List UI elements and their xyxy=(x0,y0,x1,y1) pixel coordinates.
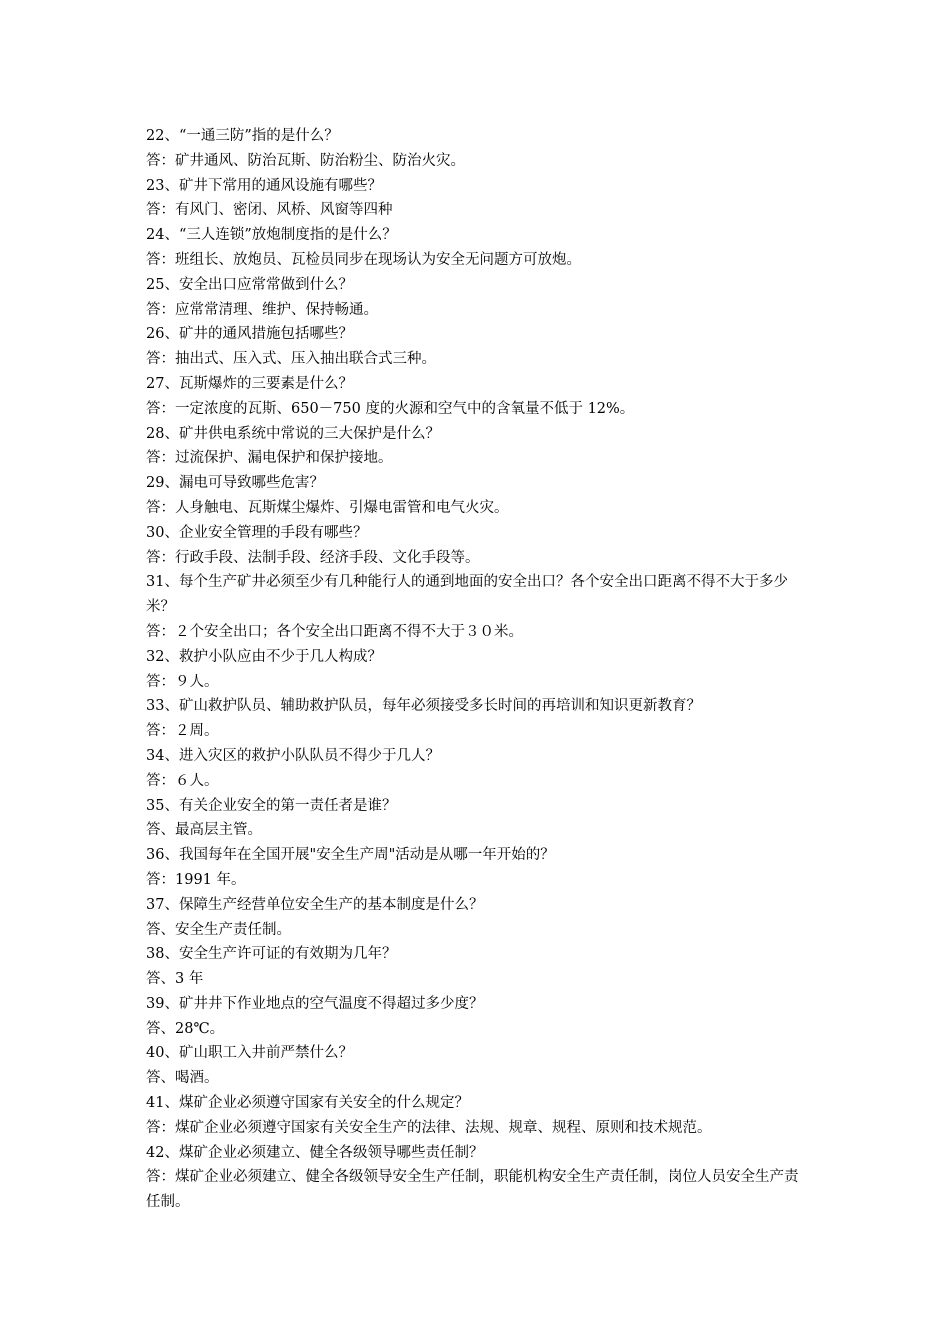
question-line: 34、进入灾区的救护小队队员不得少于几人？ xyxy=(146,747,440,764)
question-line: 27、瓦斯爆炸的三要素是什么？ xyxy=(146,375,353,392)
answer-line: 答：矿井通风、防治瓦斯、防治粉尘、防治火灾。 xyxy=(146,152,465,169)
answer-line: 答：６人。 xyxy=(146,772,219,789)
answer-line: 答：煤矿企业必须建立、健全各级领导安全生产任制，职能机构安全生产责任制，岗位人员安全生产责任制。 xyxy=(146,1169,799,1211)
question-line: 22、“一通三防”指的是什么？ xyxy=(146,128,339,144)
answer-line: 答：人身触电、瓦斯煤尘爆炸、引爆电雷管和电气火灾。 xyxy=(146,499,509,516)
question-line: 37、保障生产经营单位安全生产的基本制度是什么？ xyxy=(146,896,484,913)
question-line: 29、漏电可导致哪些危害？ xyxy=(146,475,324,492)
answer-line: 答：1991 年。 xyxy=(146,871,246,888)
answer-line: 答：行政手段、法制手段、经济手段、文化手段等。 xyxy=(146,549,480,566)
question-line: 28、矿井供电系统中常说的三大保护是什么？ xyxy=(146,425,440,442)
question-line: 38、安全生产许可证的有效期为几年？ xyxy=(146,946,397,963)
answer-line: 答：９人。 xyxy=(146,673,219,690)
answer-line: 答、安全生产责任制。 xyxy=(146,921,291,938)
answer-line: 答、28℃。 xyxy=(146,1020,225,1037)
answer-line: 答：２周。 xyxy=(146,723,219,740)
answer-line: 答、3 年 xyxy=(146,971,204,988)
answer-line: 答：抽出式、压入式、压入抽出联合式三种。 xyxy=(146,351,436,368)
answer-line: 答：一定浓度的瓦斯、650－750 度的火源和空气中的含氧量不低于 12%。 xyxy=(146,400,635,417)
question-line: 32、救护小队应由不少于几人构成？ xyxy=(146,648,382,665)
answer-line: 答：２个安全出口；各个安全出口距离不得不大于３０米。 xyxy=(146,623,523,640)
question-line: 35、有关企业安全的第一责任者是谁？ xyxy=(146,797,397,814)
question-line: 24、“三人连锁”放炮制度指的是什么？ xyxy=(146,227,397,244)
answer-line: 答：有风门、密闭、风桥、风窗等四种 xyxy=(146,202,393,219)
question-line: 39、矿井井下作业地点的空气温度不得超过多少度？ xyxy=(146,995,484,1012)
question-line: 33、矿山救护队员、辅助救护队员，每年必须接受多长时间的再培训和知识更新教育？ xyxy=(146,698,701,715)
question-line: 40、矿山职工入井前严禁什么？ xyxy=(146,1045,353,1062)
answer-line: 答：应常常清理、维护、保持畅通。 xyxy=(146,301,378,318)
question-line: 42、煤矿企业必须建立、健全各级领导哪些责任制？ xyxy=(146,1144,484,1161)
answer-line: 答：过流保护、漏电保护和保护接地。 xyxy=(146,450,393,467)
answer-line: 答、最高层主管。 xyxy=(146,822,262,839)
answer-line: 答、喝酒。 xyxy=(146,1070,219,1087)
answer-line: 答：煤矿企业必须遵守国家有关安全生产的法律、法规、规章、规程、原则和技术规范。 xyxy=(146,1119,712,1136)
question-line: 23、矿井下常用的通风设施有哪些？ xyxy=(146,177,382,194)
question-line: 30、企业安全管理的手段有哪些？ xyxy=(146,524,368,541)
question-line: 26、矿井的通风措施包括哪些？ xyxy=(146,326,353,343)
question-line: 25、安全出口应常常做到什么？ xyxy=(146,276,353,293)
question-line: 36、我国每年在全国开展"安全生产周"活动是从哪一年开始的？ xyxy=(146,847,555,864)
question-line: 41、煤矿企业必须遵守国家有关安全的什么规定？ xyxy=(146,1095,469,1112)
answer-line: 答：班组长、放炮员、瓦检员同步在现场认为安全无问题方可放炮。 xyxy=(146,251,581,268)
qa-list xyxy=(146,124,810,1215)
question-line: 31、每个生产矿井必须至少有几种能行人的通到地面的安全出口？各个安全出口距离不得不大于多少米？ xyxy=(146,574,788,616)
